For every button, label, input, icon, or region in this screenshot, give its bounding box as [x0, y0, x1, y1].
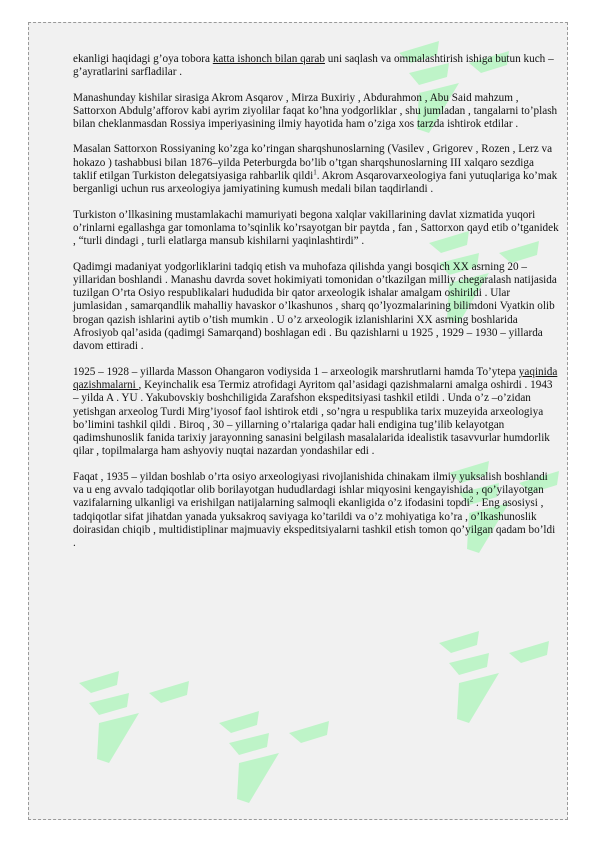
watermark-logo-icon — [69, 663, 209, 773]
paragraph-1: ekanligi haqidagi g’oya tobora katta ishonch bilan qarab uni saqlash va ommalashtirish ishiga butun kuch – g’ayratlarini sarfladilar . — [73, 53, 554, 79]
watermark-logo-icon — [429, 623, 568, 733]
underlined-phrase: katta ishonch bilan qarab — [212, 53, 325, 65]
paragraph-3: Masalan Sattorxon Rossiyaning ko’zga ko’ringan sharqshunoslarning (Vasilev , Grigorev , Rozen , Lerz va hokazo ) tashabbusi bilan 1876–yilda Peterburgda bo’lib o’tgan sharqshunoslarning III xalqaro sezdiga taklif etilgan Turkiston delegatsiyasiga rahbarlik qildi$^1$. Akrom Asqarovarxeologiya fani yutuqlariga ko’mak berganligi uchun rus arxeologiya jamiyatining kumush medali bilan taqdirlandi . — [73, 143, 558, 196]
paragraph-2: Manashunday kishilar sirasiga Akrom Asqarov , Mirza Buxiriy , Abdurahmon , Abu Said mahzum , Sattorxon Abdulg’afforov kabi ayrim ziyolilar faqat ko’hna yodgorliklar , shu jumladan , tangalarni to’plash bilan cheklanmasdan Rossiya imperiyasining ilmiy hayotida ham o’ziga xos tarzda ishtirok etdilar . — [73, 91, 558, 131]
footnote-ref-2: 2 — [469, 495, 474, 504]
underlined-phrase: yaqinida qazishmalarni — [73, 365, 558, 391]
paragraph-7: Faqat , 1935 – yildan boshlab o’rta osiyo arxeologiyasi rivojlanishida chinakam ilmiy yuksalish boshlandi va u eng avvalo tadqiqotlar olib borilayotgan hududlardagi ishlar miqyosini kengayishida , qo’yilayotgan vazifalarning ulkanligi va erishilgan natijalarning salmoqli ekanligida o’z ifodasini topdi$^2$ . Eng asosiysi , tadqiqotlar sifat jihatdan yanada yuksakroq saviyaga ko’tarildi va o’z mohiyatiga ko’ra , o’lkashunoslik doirasidan chiqib , multidistiplinar majmuaviy ekspeditsiyalarni tashkil etish tomon qo’yilgan qadam bo’ldi . — [73, 470, 556, 550]
paragraph-4: Turkiston o’llkasining mustamlakachi mamuriyati begona xalqlar vakillarining davlat xizmatida yuqori o’rinlarni egallashga gar tomonlama to’sqinlik ko’rsayotgan bir paytda , fan , Sattorxon qayd etib o’tganidek , “turli dindagi , turli elatlarga mansub kishilarni yaqinlashtirdi” . — [73, 208, 559, 248]
footnote-ref-1: 1 — [313, 168, 317, 177]
document-body — [73, 53, 559, 563]
document-page — [28, 22, 568, 820]
watermark-logo-icon — [209, 703, 349, 813]
paragraph-5: Qadimgi madaniyat yodgorliklarini tadqiq etish va muhofaza qilishda yangi bosqich XX asrning 20 – yillaridan boshlandi . Manashu davrda sovet hokimiyati tomonidan o’tkazilgan milliy chegaralash natijasida tuzilgan O’rta Osiyo respublikalari hududida bir qator arxeologik ishalar amalgam oshirildi . Ular jumlasidan , samarqandlik mahalliy havaskor o’lkashunos , sharq qo’lyozmalarining bilimdoni Vyatkin olib brogan qazish ishlarini aytib o’tish mumkin . U o’z arxeologik izlanishlarini XX asrning boshlarida Afrosiyob qal’asida (qadimgi Samarqand) boshlagan edi . Bu qazishlarni u 1925 , 1929 – 1930 – yillarda davom ettiradi . — [73, 260, 557, 353]
paragraph-6: 1925 – 1928 – yillarda Masson Ohangaron vodiysida 1 – arxeologik marshrutlarni hamda To’ytepa yaqinida qazishmalarni , Keyinchalik esa Termiz atrofidagi Ayritom qal’asidagi qazishmalarni amalga oshirdi . 1943 – yilda A . YU . Yakubovskiy boshchiligida Zarafshon ekspeditsiyasi tashkil etildi . Unda o’z –o’zidan yetishgan arxeolog Turdi Mirg’iyosof faol ishtirok etdi , so’ngra u respublika tarix muzeyida arxeologiya bo’limini tashkil qildi . Biroq , 30 – yillarning o’rtalariga qadar hali endigina tug’ilib kelayotgan qadimshunoslik fanida tarixiy jarayonning sanasini belgilash masalalarida idealistik tasavvurlar humdorlik qilar , topilmalarga ham ashyoviy nuqtai nazardan yondashilar edi . — [73, 365, 558, 458]
